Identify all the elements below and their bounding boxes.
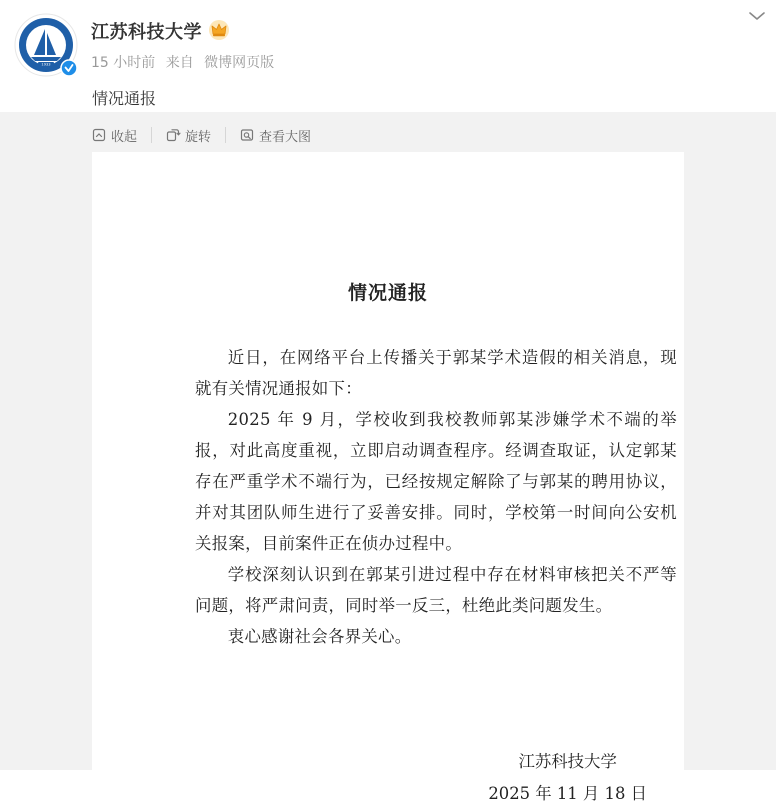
account-name[interactable]: 江苏科技大学 xyxy=(91,22,202,43)
crown-icon[interactable] xyxy=(208,19,230,41)
post-text: 情况通报 xyxy=(92,89,157,108)
media-toolbar xyxy=(92,126,311,144)
document-date: 2025 年 11 月 18 日 xyxy=(488,784,647,803)
source-label: 来自 xyxy=(165,55,194,71)
toolbar-divider xyxy=(225,127,226,143)
document-signature: 江苏科技大学 xyxy=(518,752,617,771)
document-paragraph: 衷心感谢社会各界关心。 xyxy=(227,627,412,646)
rotate-label: 旋转 xyxy=(185,129,212,145)
collapse-label: 收起 xyxy=(111,129,138,145)
collapse-button[interactable] xyxy=(92,126,137,145)
document-paragraph: 近日，在网络平台上传播关于郭某学术造假的相关消息，现就有关情况通报如下： xyxy=(195,348,677,398)
collapse-icon xyxy=(92,128,106,142)
view-large-label: 查看大图 xyxy=(259,129,312,145)
post-time[interactable]: 15 小时前 xyxy=(91,55,156,71)
chevron-down-icon[interactable] xyxy=(746,8,768,24)
avatar[interactable] xyxy=(14,13,78,77)
document-paragraph: 学校深刻认识到在郭某引进过程中存在材料审核把关不严等问题，将严肃问责，同时举一反三，杜绝此类问题发生。 xyxy=(195,565,677,615)
rotate-button[interactable] xyxy=(166,126,211,145)
document-paragraph: 2025 年 9 月，学校收到我校教师郭某涉嫌学术不端的举报，对此高度重视，立即启动调查程序。经调查取证，认定郭某存在严重学术不端行为，已经按规定解除了与郭某的聘用协议，并对其团队师生进行了妥善安排。同时，学校第一时间向公安机关报案，目前案件正在侦办过程中。 xyxy=(195,410,677,553)
post-meta xyxy=(91,52,280,72)
document-body xyxy=(195,342,677,652)
announcement-image[interactable] xyxy=(92,152,684,803)
document-signature-block xyxy=(488,746,647,810)
view-large-icon xyxy=(240,128,254,142)
document-title: 情况通报 xyxy=(347,282,428,304)
rotate-icon xyxy=(166,128,180,142)
svg-text:1933: 1933 xyxy=(41,62,51,67)
university-logo xyxy=(14,13,78,77)
toolbar-divider xyxy=(151,127,152,143)
view-large-button[interactable] xyxy=(240,126,311,145)
verified-badge-icon xyxy=(61,60,77,76)
post-source: 微博网页版 xyxy=(204,55,275,71)
media-panel xyxy=(0,112,776,803)
